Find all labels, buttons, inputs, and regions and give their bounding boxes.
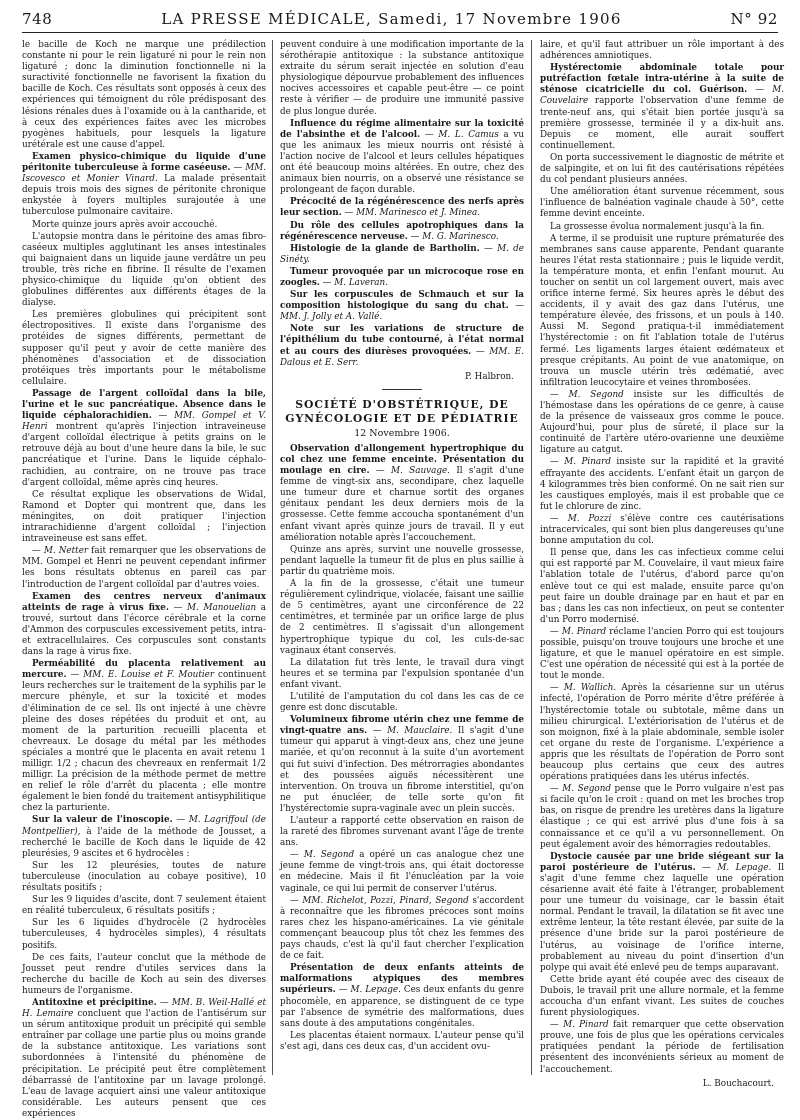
paragraph-heading: Volumineux fibrome utérin chez une femme de vingt-quatre ans. xyxy=(280,715,524,737)
paragraph-text: La malade présentait depuis trois mois des signes de péritonite chronique enkystée à foyers multiples surajoutée à une tuberculose pulmonaire cavitaire. xyxy=(22,174,266,218)
paragraph xyxy=(280,692,524,714)
author-names: M. Lagriffoul (de Montpellier), xyxy=(22,815,266,837)
paragraph: Histologie de la glande de Bartholin. — M. de Sinéty. xyxy=(280,243,525,265)
paragraph-text: Ces deux enfants du genre phocomèle, en apparence, se distinguent de ce type par l'absence de symétrie des malformations, dues sans doute à des amputations congénitales. xyxy=(280,985,525,1029)
paragraph-text: La dilatation fut très lente, le travail dura vingt heures et se termina par l'expulsion spontanée d'un enfant vivant. xyxy=(280,657,524,690)
paragraph-text: De ces faits, l'auteur conclut que la méthode de Jousset peut rendre d'utiles services dans la recherche du bacille de Koch au sein des diverses humeurs de l'organisme. xyxy=(22,952,266,996)
paragraph-heading: Présentation de deux enfants atteints de malformations atypiques des membres supérieurs. xyxy=(280,963,524,996)
author-names: M. Pinard xyxy=(561,626,607,637)
section-rule xyxy=(382,389,422,390)
paragraph-text: Il s'agit d'une femme de vingt-six ans, secondipare, chez laquelle une tumeur dure et charnue sortit des organes génitaux pendant les deux derniers mois de la grossesse. Cette femme accoucha spontanément d'un enfant vivant après quinze jours de travail. Il y eut amélioration notable après l'accouchement. xyxy=(280,466,525,543)
paragraph-text: Ce résultat explique les observations de Widal, Ramond et Dopter qui montrent que, dans les méningites, on doit pratiquer l'injection intrarachidienne d'argent colloïdal ; l'injection intraveineuse est sans effet. xyxy=(22,489,266,545)
column-right xyxy=(540,40,785,1089)
paragraph-text: a trouvé, surtout dans l'écorce cérébrale et la corne d'Ammon des corpuscules excessivement petits, intra- et extracellulaires. Ces corpuscules sont constants dans la rage à virus fixe. xyxy=(22,602,267,658)
paragraph-text: continuent leurs recherches sur le traitement de la syphilis par le mercure phényle, et sur la toxicité et modes d'élimination de ce sel. Ils ont injecté à une chèvre pleine des doses répétées du produit et ont, au moment de la parturition recueilli placenta et chevreaux. Le dosage du métal par les méthodes spéciales a montré que le placenta en avait retenu 1 milligr. 1/2 ; chacun des chevreaux en renfermait 1/2 milligr. La précision de la méthode permet de mettre en relief le rôle d'arrêt du placenta ; elle montre également le bien fondé du traitement antisyphilitique chez la parturiente. xyxy=(22,670,266,814)
paragraph-heading: Du rôle des cellules apotrophiques dans la régénérescence nerveuse. xyxy=(280,220,524,242)
author-names: MM. Gompel et V. Henri xyxy=(22,411,266,433)
paragraph: Du rôle des cellules apotrophiques dans la régénérescence nerveuse. — M. G. Marinesco. xyxy=(280,220,524,242)
paragraph-heading: Histologie de la glande de Bartholin. xyxy=(290,243,480,254)
author-names: MM. Marinesco et J. Minea. xyxy=(356,208,481,219)
paragraph: Note sur les variations de structure de l'épithélium du tube contourné, à l'état normal et au cours des diurèses provoquées. — MM. E. Dalous et E. Serr. xyxy=(280,324,525,368)
paragraph: — M. Pinard fait remarquer que cette observation prouve, une fois de plus que les opérations cervicales pratiquées pendant la période de fertilisation présentent des inconvénients sérieux au moment de l'accouchement. xyxy=(540,1020,784,1075)
author-names: MM. J. Jolly et A. Vallé. xyxy=(280,312,383,323)
paragraph xyxy=(22,232,266,310)
paragraph-text: L'auteur a rapporté cette observation en raison de la rareté des fibromes survenant avant l'âge de trente ans. xyxy=(280,816,524,849)
paragraph: Examen physico-chimique du liquide d'une péritonite tuberculeuse à forme caséeuse. — MM. Iscovesco et Monier Vinard. La malade présentait depuis trois mois des signes de péritonite chronique enkystée à foyers multiples surajoutée à une tuberculose pulmonaire cavitaire. xyxy=(22,151,267,218)
paragraph-heading: Examen physico-chimique du liquide d'une péritonite tuberculeuse à forme caséeuse. xyxy=(22,151,266,174)
column-middle xyxy=(280,40,524,1075)
page-header xyxy=(22,8,778,30)
paragraph: Hystérectomie abdominale totale pour putréfaction fœtale intra-utérine à la suite de sténose cicatricielle du col. Guérison. — M. Couvelaire rapporte l'observation d'une femme de trente-neuf ans, qui s'était bien portée jusqu'à sa première grossesse, terminée il y a dix-huit ans. Depuis ce moment, elle aurait souffert continuellement. xyxy=(540,63,785,151)
section-title: SOCIÉTÉ D'OBSTÉTRIQUE, DE GYNÉCOLOGIE ET DE PÉDIATRIE xyxy=(285,397,519,425)
paragraph-heading: Hystérectomie abdominale totale pour putréfaction fœtale intra-utérine à la suite de sténose cicatricielle du col. Guérison. xyxy=(540,63,784,96)
paragraph-heading: Sur les corpuscules de Schmauch et sur la composition histologique du sang du chat. xyxy=(280,290,524,312)
paragraph: — M. Netter fait remarquer que les observations de MM. Gompel et Henri ne peuvent cependant infirmer les bons résultats obtenus en pareil cas par l'introduction de l'argent colloïdal par d'autres voies. xyxy=(22,546,266,590)
paragraph-text: Les premières globulines qui précipitent sont électropositives. Il existe dans l'organisme des protéides de signes différents, permettant de supposer qu'il peut y avoir de cette manière des phénomènes d'association et de dissociation protéiques très importants pour le métabolisme cellulaire. xyxy=(22,310,266,387)
paragraph-heading: Dystocie causée par une bride siégeant sur la paroi postérieure de l'utérus. xyxy=(540,851,784,873)
paragraph: Sur les corpuscules de Schmauch et sur la composition histologique du sang du chat. — MM. J. Jolly et A. Vallé. xyxy=(280,290,525,323)
paragraph xyxy=(22,310,266,388)
paragraph-text: A terme, il se produisit une rupture prématurée des membranes sans cause apparente. Pendant quarante heures l'état resta stationnaire ; puis le liquide verdit, la température monta, et enfin l'enfant mourut. Au toucher on sentit un col largement ouvert, mais avec orifice interne fermé. Six heures après le début des accidents, il y avait des gaz dans l'utérus, une température élevée, des frissons, et un pouls à 140. Aussi M. Segond pratiqua-t-il immédiatement l'hystérectomie : on fit l'ablation totale de l'utérus fermé. Les ligaments larges étaient œdémateux et presque crépitants. Au point de vue anatomique, on trouva un muscle utérin très œdématié, avec infiltration leucocytaire et veines thrombosées. xyxy=(540,233,784,388)
paragraph xyxy=(22,895,266,917)
author-names: M. Lepage. xyxy=(350,985,401,996)
column-left xyxy=(22,40,267,1119)
paragraph-text: Une amélioration étant survenue récemment, sous l'influence de balnéation vaginale chaude à 50°, cette femme devint enceinte. xyxy=(540,187,784,220)
paragraph-text: le bacille de Koch ne marque une prédilection constante ni pour le rein ligaturé ni pour le rein non ligaturé ; donc la diminution fonctionnelle ni la suractivité fonctionnelle ne favorisent la fixation du bacille de Koch. Ces résultats sont opposés à ceux des expériences qui témoignent du rôle prédisposant des lésions rénales dues à l'oxamide ou à la cantharide, et à ceux des expériences faites avec les microbes pyogènes habituels, pour lesquels la ligature urétérale est une cause d'appel. xyxy=(22,40,266,150)
author-names: M. Pozzi xyxy=(567,513,612,524)
paragraph: — MM. Richelot, Pozzi, Pinard, Segond s'accordent à reconnaître que les fibromes précoces sont moins rares chez les hispano-américaines. La vie génitale commençant beaucoup plus tôt chez les femmes des pays chauds, c'est là qu'il faut chercher l'explication de ce fait. xyxy=(280,895,524,962)
paragraph: Examen des centres nerveux d'animaux atteints de rage à virus fixe. — M. Manouelian a trouvé, surtout dans l'écorce cérébrale et la corne d'Ammon des corpuscules excessivement petits, intra- et extracellulaires. Ces corpuscules sont constants dans la rage à virus fixe. xyxy=(22,591,267,658)
author-names: M. Segond xyxy=(562,784,612,795)
paragraph: Volumineux fibrome utérin chez une femme de vingt-quatre ans. — M. Mauclaire. Il s'agit d'une tumeur qui apparut à vingt-deux ans, chez une jeune mariée, et qu'on reconnut à la suite d'un avortement qui fut suivi d'infection. Des métrorragies abondantes et des poussées aiguës nécessitèrent une intervention. On trouva un fibrome interstitiel, qu'on ne put énucléer, de telle sorte qu'on fit l'hystérectomie supra-vaginale avec un plein succès. xyxy=(280,715,525,814)
paragraph-heading: Perméabilité du placenta relativement au mercure. xyxy=(22,659,266,681)
paragraph-heading: Précocité de la régénérescence des nerfs après leur section. xyxy=(280,197,524,219)
paragraph-text: La grossesse évolua normalement jusqu'à la fin. xyxy=(550,221,765,232)
paragraph-heading: Note sur les variations de structure de l'épithélium du tube contourné, à l'état normal et au cours des diurèses provoquées. xyxy=(280,324,524,357)
paragraph-text: Il s'agit d'une femme chez laquelle une opération césarienne avait été faite à l'étranger, probablement pour une tumeur du voisinage, car le bassin était normal. Pendant le travail, la dilatation se fit avec une extrême lenteur, la tête restant élevée, par suite de la présence d'une bride sur la paroi postérieure de l'utérus, au voisinage de l'orifice interne, probablement au niveau du point d'insertion d'un polype qui avait été enlevé peu de temps auparavant. xyxy=(540,862,785,973)
paragraph-text: réclame l'ancien Porro qui est toujours possible, puisqu'on trouve toujours une broche et une ligature, et que le manuel opératoire en est simple. C'est une opération de nécessité qui est à la portée de tout le monde. xyxy=(540,626,784,682)
paragraph xyxy=(540,187,784,220)
author-names: M. Wallich. xyxy=(563,683,617,694)
paragraph: Influence du régime alimentaire sur la toxicité de l'absinthe et de l'alcool. — M. L. Camus a vu que les animaux les mieux nourris ont résisté à l'action nocive de l'alcool et leurs cellules hépatiques ont été beaucoup moins altérées. En outre, chez des animaux bien nourris, on a observé une résistance se prolongeant de façon durable. xyxy=(280,118,524,196)
paragraph-heading: Antitoxine et précipitine. xyxy=(32,997,157,1008)
author-signature: P. Halbron. xyxy=(464,371,514,382)
paragraph-text: à l'aide de la méthode de Jousset, a recherché le bacille de Koch dans le liquide de 42 pleurésies, 9 ascites et 6 hydrocèles : xyxy=(22,826,267,859)
paragraph-text: s'accordent à reconnaître que les fibromes précoces sont moins rares chez les hispano-américaines. La vie génitale commençant beaucoup plus tôt chez les femmes des pays chauds, c'est là qu'il faut chercher l'explication de ce fait. xyxy=(280,895,524,962)
paragraph-heading: Passage de l'argent colloïdal dans la bile, l'urine et le suc pancréatique. Absence dans le liquide céphalorachidien. xyxy=(22,388,266,422)
author-names: M. Pinard xyxy=(564,457,611,468)
paragraph-text: pense que le Porro vulgaire n'est pas si facile qu'on le croit : quand on met les broches trop bas, on risque de prendre les uretères dans la ligature élastique ; ce qui est arrivé plus d'une fois à sa connaissance et ce qu'il a vu personnellement. On peut également avoir des hémorragies redoutables. xyxy=(540,784,784,850)
paragraph xyxy=(540,975,784,1019)
paragraph-text: laire, et qu'il faut attribuer un rôle important à des adhérences amniotiques. xyxy=(540,40,784,62)
column-divider xyxy=(531,40,532,1075)
paragraph: — M. Segond insiste sur les difficultés de l'hémostase dans les opérations de ce genre, à cause de la présence de vaisseaux gros comme le pouce. Aujourd'hui, pour plus de sûreté, il place sur la continuité de l'artère utéro-ovarienne une deuxième ligature au catgut. xyxy=(540,389,785,456)
page-number: 748 xyxy=(22,10,53,28)
paragraph xyxy=(22,861,266,894)
author-names: M. Laveran. xyxy=(334,277,389,288)
paragraph-text: Sur les 12 pleurésies, toutes de nature tuberculeuse (inoculation au cobaye positive), 10 résultats positifs ; xyxy=(22,860,266,894)
paragraph xyxy=(540,222,784,233)
paragraph: Précocité de la régénérescence des nerfs après leur section. — MM. Marinesco et J. Minea. xyxy=(280,197,524,219)
paragraph: — M. Pinard réclame l'ancien Porro qui est toujours possible, puisqu'on trouve toujours une broche et une ligature, et que le manuel opératoire en est simple. C'est une opération de nécessité qui est à la portée de tout le monde. xyxy=(540,626,784,682)
paragraph xyxy=(280,545,524,578)
paragraph-text: Morte quinze jours après avoir accouché. xyxy=(32,219,218,230)
paragraph xyxy=(280,579,524,657)
paragraph-text: concluent que l'action de l'antisérum sur un sérum antitoxique produit un précipité qui semble entraîner par collage une partie plus ou moins grande de la substance antitoxique. Les variations sont subordonnées à l'intensité du phénomène de précipitation. Le précipité peut être complètement débarrassé de l'antitoxine par un lavage prolongé. L'eau de lavage acquiert ainsi une valeur antitoxique considérable. Les auteurs pensent que ces expériences xyxy=(22,1009,266,1119)
column-divider xyxy=(272,40,273,1075)
paragraph-text: s'élève contre ces cautérisations intracervicales, qui sont bien plus dangereuses qu'une bonne amputation du col. xyxy=(540,513,785,547)
paragraph-text: fait remarquer que cette observation prouve, une fois de plus que les opérations cervicales pratiquées pendant la période de fertilisation présentent des inconvénients sérieux au moment de l'accouchement. xyxy=(540,1020,784,1075)
paragraph-text: Il pense que, dans les cas infectieux comme celui qui est rapporté par M. Couvelaire, il vaut mieux faire l'ablation totale de l'utérus, d'abord parce qu'on enlève tout ce qui est malade, ensuite parce qu'on peut faire un double drainage par en haut et par en bas ; dans les cas non infectieux, on peut se contenter d'un Porro modernisé. xyxy=(540,548,784,625)
section-date: 12 Novembre 1906. xyxy=(354,427,450,439)
paragraph: — M. Pozzi s'élève contre ces cautérisations intracervicales, qui sont bien plus dangereuses qu'une bonne amputation du col. xyxy=(540,513,785,547)
paragraph xyxy=(540,234,784,389)
author-names: M. Pinard xyxy=(563,1020,609,1031)
paragraph-heading: Influence du régime alimentaire sur la toxicité de l'absinthe et de l'alcool. xyxy=(280,118,524,140)
paragraph-text: insiste sur la rapidité et la gravité effrayante des accidents. L'enfant était un garçon de 4 kilogrammes très bien conformé. On ne sait rien sur les caustiques employés, mais il est probable que ce fut le chlorure de zinc. xyxy=(540,457,784,512)
paragraph-text: L'utilité de l'amputation du col dans les cas de ce genre est donc discutable. xyxy=(280,691,524,714)
author-names: M. L. Camus xyxy=(438,129,499,140)
paragraph-text: a vu que les animaux les mieux nourris ont résisté à l'action nocive de l'alcool et leurs cellules hépatiques ont été beaucoup moins altérées. En outre, chez des animaux bien nourris, on a observé une résistance se prolongeant de façon durable. xyxy=(280,129,524,196)
paragraph-text: Les placentas étaient normaux. L'auteur pense qu'il s'est agi, dans ces deux cas, d'un accident ovu- xyxy=(280,1030,524,1052)
author-names: M. Couvelaire xyxy=(540,85,785,107)
paragraph xyxy=(540,153,784,186)
journal-title: LA PRESSE MÉDICALE, Samedi, 17 Novembre 1906 xyxy=(161,10,622,28)
paragraph-text: insiste sur les difficultés de l'hémostase dans les opérations de ce genre, à cause de la présence de vaisseaux gros comme le pouce. Aujourd'hui, pour plus de sûreté, il place sur la continuité de l'artère utéro-ovarienne une deuxième ligature au catgut. xyxy=(540,389,785,456)
paragraph-text: Après la césarienne sur un utérus infecté, l'opération de Porro mérite d'être préférée à l'hystérectomie totale ou subtotale, même dans un milieu chirurgical. L'extériorisation de l'utérus et de son moignon, fixé à la plaie abdominale, semble isoler cet organe du reste de l'organisme. L'expérience a appris que les résultats de l'opération de Porro sont beaucoup plus certains que ceux des autres opérations pratiquées dans les utérus infectés. xyxy=(540,683,785,783)
header-rule xyxy=(22,32,778,33)
paragraph xyxy=(22,918,266,951)
paragraph: — M. Wallich. Après la césarienne sur un utérus infecté, l'opération de Porro mérite d'être préférée à l'hystérectomie totale ou subtotale, même dans un milieu chirurgical. L'extériorisation de l'utérus et de son moignon, fixé à la plaie abdominale, semble isoler cet organe du reste de l'organisme. L'expérience a appris que les résultats de l'opération de Porro sont beaucoup plus certains que ceux des autres opérations pratiquées dans les utérus infectés. xyxy=(540,683,785,783)
paragraph-text: Sur les 9 liquides d'ascite, dont 7 seulement étaient en réalité tuberculeux, 6 résultats positifs ; xyxy=(22,895,266,917)
author-names: M. Segond xyxy=(303,850,355,861)
author-names: M. G. Marinesco. xyxy=(422,231,499,242)
paragraph xyxy=(280,658,524,691)
author-names: M. de Sinéty. xyxy=(280,243,525,265)
paragraph-text: a opéré un cas analogue chez une jeune femme de vingt-trois ans, qui était doctoresse en médecine. Mais il fit l'énucléation par la voie vaginale, ce qui lui permit de conserver l'utérus. xyxy=(280,850,525,894)
author-names: M. Netter xyxy=(43,546,89,557)
paragraph-text: montrent qu'après l'injection intraveineuse d'argent colloïdal électrique à petits grains on le retrouve déjà au bout d'une heure dans la bile, le suc pancréatique et l'urine. Dans le liquide céphalo-rachidien, au contraire, on ne trouve pas trace d'argent colloïdal, même après cinq heures. xyxy=(22,422,266,488)
paragraph-heading: Observation d'allongement hypertrophique du col chez une femme enceinte. Présentation du moulage en cire. xyxy=(280,443,524,477)
paragraph xyxy=(280,816,524,849)
paragraph: Dystocie causée par une bride siégeant sur la paroi postérieure de l'utérus. — M. Lepage. Il s'agit d'une femme chez laquelle une opération césarienne avait été faite à l'étranger, probablement pour une tumeur du voisinage, car le bassin était normal. Pendant le travail, la dilatation se fit avec une extrême lenteur, la tête restant élevée, par suite de la présence d'une bride sur la paroi postérieure de l'utérus, au voisinage de l'orifice interne, probablement au niveau du point d'insertion d'un polype qui avait été enlevé peu de temps auparavant. xyxy=(540,851,785,973)
paragraph xyxy=(280,40,524,118)
paragraph: — M. Segond pense que le Porro vulgaire n'est pas si facile qu'on le croit : quand on met les broches trop bas, on risque de prendre les uretères dans la ligature élastique ; ce qui est arrivé plus d'une fois à sa connaissance et ce qu'il a vu personnellement. On peut également avoir des hémorragies redoutables. xyxy=(540,784,784,850)
author-names: MM. Richelot, Pozzi, Pinard, Segond xyxy=(302,895,469,906)
author-names: MM. Iscovesco et Monier Vinard. xyxy=(22,163,267,185)
paragraph-text: A la fin de la grossesse, c'était une tumeur régulièrement cylindrique, violacée, faisant une saillie de 5 centimètres, ayant une circonférence de 22 centimètres, et terminée par un orifice large de plus de 2 centimètres. Il s'agissait d'un allongement hypertrophique typique du col, les culs-de-sac vaginaux étant conservés. xyxy=(280,579,524,656)
paragraph-text: Quinze ans après, survint une nouvelle grossesse, pendant laquelle la tumeur fit de plus en plus saillie à partir du quatrième mois. xyxy=(280,544,524,577)
paragraph-heading: Examen des centres nerveux d'animaux atteints de rage à virus fixe. xyxy=(22,591,266,613)
author-names: MM. E. Louise et F. Moutier xyxy=(83,670,215,681)
paragraph-heading: Tumeur provoquée par un microcoque rose en zoogles. xyxy=(280,266,524,288)
author-names: MM. E. Dalous et E. Serr. xyxy=(280,346,525,368)
author-names: M. Lepage. xyxy=(717,862,772,873)
paragraph: Sur la valeur de l'inoscopie. — M. Lagriffoul (de Montpellier), à l'aide de la méthode de Jousset, a recherché le bacille de Koch dans le liquide de 42 pleurésies, 9 ascites et 6 hydrocèles : xyxy=(22,815,267,859)
paragraph: — M. Segond a opéré un cas analogue chez une jeune femme de vingt-trois ans, qui était doctoresse en médecine. Mais il fit l'énucléation par la voie vaginale, ce qui lui permit de conserver l'utérus. xyxy=(280,850,525,894)
paragraph xyxy=(540,40,784,62)
paragraph-text: L'autopsie montra dans le péritoine des amas fibro-caséeux multiples agglutinant les anses intestinales qui baignaient dans un liquide jaune verdâtre un peu trouble, très riche en fibrine. Il résulte de l'examen physico-chimique du liquide qu'on obtient des globulines différentes aux différents étages de la dialyse. xyxy=(22,231,266,309)
author-names: MM. B. Weil-Hallé et H. Lemaire xyxy=(22,997,266,1020)
paragraph-text: fait remarquer que les observations de MM. Gompel et Henri ne peuvent cependant infirmer les bons résultats obtenus en pareil cas par l'introduction de l'argent colloïdal par d'autres voies. xyxy=(22,546,266,590)
paragraph-text: On porta successivement le diagnostic de métrite et de salpingite, et on lui fit des cautérisations répétées du col pendant plusieurs années. xyxy=(540,152,784,186)
paragraph xyxy=(22,490,266,545)
paragraph xyxy=(22,220,266,231)
paragraph: Antitoxine et précipitine. — MM. B. Weil-Hallé et H. Lemaire concluent que l'action de l'antisérum sur un sérum antitoxique produit un précipité qui semble entraîner par collage une partie plus ou moins grande de la substance antitoxique. Les variations sont subordonnées à l'intensité du phénomène de précipitation. Le précipité peut être complètement débarrassé de l'antitoxine par un lavage prolongé. L'eau de lavage acquiert ainsi une valeur antitoxique considérable. Les auteurs pensent que ces expériences xyxy=(22,997,266,1119)
author-names: M. Sauvage. xyxy=(391,466,450,477)
issue-number: N° 92 xyxy=(730,10,778,28)
paragraph-heading: Sur la valeur de l'inoscopie. xyxy=(32,815,173,826)
paragraph-text: Sur les 6 liquides d'hydrocèle (2 hydrocèles tuberculeuses, 4 hydrocèles simples), 4 résultats positifs. xyxy=(22,918,266,951)
paragraph: Perméabilité du placenta relativement au mercure. — MM. E. Louise et F. Moutier continuent leurs recherches sur le traitement de la syphilis par le mercure phényle, et sur la toxicité et modes d'élimination de ce sel. Ils ont injecté à une chèvre pleine des doses répétées du produit et ont, au moment de la parturition recueilli placenta et chevreaux. Le dosage du métal par les méthodes spéciales a montré que le placenta en avait retenu 1 milligr. 1/2 ; chacun des chevreaux en renfermait 1/2 milligr. La précision de la méthode permet de mettre en relief le rôle d'arrêt du placenta ; elle montre également le bien fondé du traitement antisyphilitique chez la parturiente. xyxy=(22,659,266,814)
author-names: M. Manouelian xyxy=(187,602,257,613)
paragraph-text: peuvent conduire à une modification importante de la sérothérapie antitoxique : la substance antitoxique extraite du sérum serait injectée en solution d'eau physiologique dépourvue probablement des influences nocives accessoires et capable peut-être — ce point reste à vérifier — de produire une immunité passive de plus longue durée. xyxy=(280,40,524,117)
paragraph xyxy=(22,40,266,151)
author-signature: L. Bouchacourt. xyxy=(702,1078,774,1089)
paragraph: Passage de l'argent colloïdal dans la bile, l'urine et le suc pancréatique. Absence dans le liquide céphalorachidien. — MM. Gompel et V. Henri montrent qu'après l'injection intraveineuse d'argent colloïdal électrique à petits grains on le retrouve déjà au bout d'une heure dans la bile, le suc pancréatique et l'urine. Dans le liquide céphalo-rachidien, au contraire, on ne trouve pas trace d'argent colloïdal, même après cinq heures. xyxy=(22,388,266,488)
author-names: M. Mauclaire. xyxy=(387,726,453,737)
paragraph-text: rapporte l'observation d'une femme de trente-neuf ans, qui s'était bien portée jusqu'à sa première grossesse, terminée il y a dix-huit ans. Depuis ce moment, elle aurait souffert continuellement. xyxy=(540,96,784,151)
paragraph xyxy=(540,548,784,626)
paragraph: Observation d'allongement hypertrophique du col chez une femme enceinte. Présentation du moulage en cire. — M. Sauvage. Il s'agit d'une femme de vingt-six ans, secondipare, chez laquelle une tumeur dure et charnue sortit des organes génitaux pendant les deux derniers mois de la grossesse. Cette femme accoucha spontanément d'un enfant vivant après quinze jours de travail. Il y eut amélioration notable après l'accouchement. xyxy=(280,443,525,543)
author-names: M. Segond xyxy=(568,389,624,400)
paragraph: — M. Pinard insiste sur la rapidité et la gravité effrayante des accidents. L'enfant était un garçon de 4 kilogrammes très bien conformé. On ne sait rien sur les caustiques employés, mais il est probable que ce fut le chlorure de zinc. xyxy=(540,457,784,512)
paragraph: Tumeur provoquée par un microcoque rose en zoogles. — M. Laveran. xyxy=(280,266,524,288)
paragraph: Présentation de deux enfants atteints de malformations atypiques des membres supérieurs. — M. Lepage. Ces deux enfants du genre phocomèle, en apparence, se distinguent de ce type par l'absence de symétrie des malformations, dues sans doute à des amputations congénitales. xyxy=(280,963,525,1029)
paragraph xyxy=(280,1031,524,1053)
paragraph xyxy=(22,953,266,997)
paragraph-text: Il s'agit d'une tumeur qui apparut à vingt-deux ans, chez une jeune mariée, et qu'on reconnut à la suite d'un avortement qui fut suivi d'infection. Des métrorragies abondantes et des poussées aiguës nécessitèrent une intervention. On trouva un fibrome interstitiel, qu'on ne put énucléer, de telle sorte qu'on fit l'hystérectomie supra-vaginale avec un plein succès. xyxy=(280,726,525,814)
paragraph-text: Cette bride ayant été coupée avec des ciseaux de Dubois, le travail prit une allure normale, et la femme accoucha d'un enfant vivant. Les suites de couches furent physiologiques. xyxy=(540,974,784,1019)
